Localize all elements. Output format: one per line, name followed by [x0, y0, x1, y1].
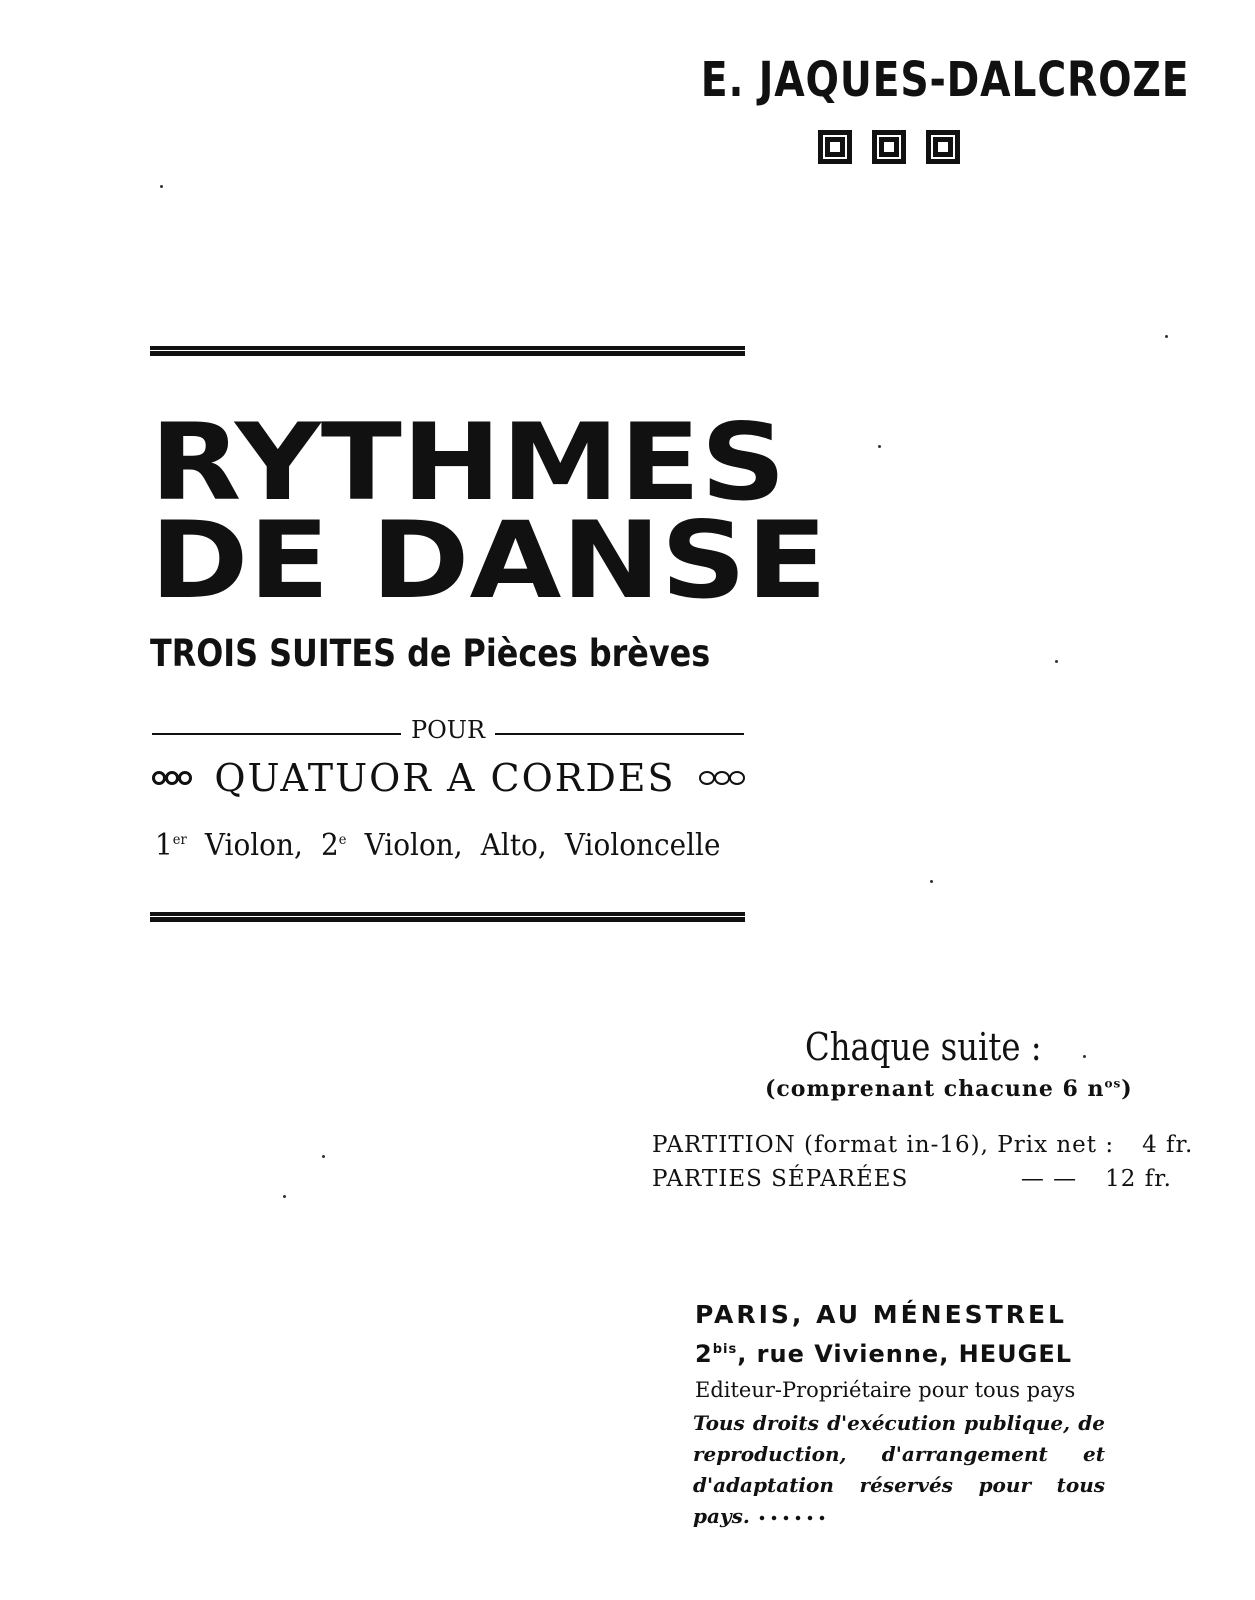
price-label: PARTITION (format in-16), Prix net : — [652, 1132, 1115, 1158]
title-line-1: RYTHMES — [150, 401, 786, 524]
tail-ornament-icon — [756, 1514, 826, 1522]
price-value: 12 fr. — [1105, 1166, 1172, 1192]
ornament-group — [818, 130, 960, 164]
address-rest: , rue Vivienne, HEUGEL — [737, 1340, 1073, 1368]
square-ornament-icon — [926, 130, 960, 164]
instrument-fourth: Violoncelle — [564, 828, 721, 863]
ensemble-row — [152, 756, 744, 800]
price-table — [652, 1132, 1194, 1200]
price-row — [652, 1166, 1172, 1192]
subtitle: TROIS SUITES de Pièces brèves — [150, 632, 711, 675]
instrument-first-num: 1 — [155, 828, 173, 863]
title-line-2: DE DANSE — [150, 499, 828, 622]
publisher-role: Editeur-Propriétaire pour tous pays — [695, 1378, 1076, 1402]
publisher-address — [695, 1340, 1115, 1368]
price-dash — [1114, 1132, 1142, 1158]
pour-label: POUR — [410, 716, 486, 744]
price-value: 4 fr. — [1142, 1132, 1194, 1158]
pricing-note-sup: os — [1104, 1076, 1122, 1091]
rights-text: Tous droits d'exécution publique, de reproduction, d'arrangement et d'adaptation réservés pour tous pays. — [693, 1411, 1105, 1528]
instrument-second: Violon, — [364, 828, 463, 863]
divider-line-left — [152, 733, 401, 735]
square-ornament-icon — [872, 130, 906, 164]
price-row — [652, 1132, 1194, 1158]
address-sup: bis — [712, 1342, 738, 1357]
pricing-note-text: (comprenant chacune 6 n — [765, 1076, 1105, 1102]
rings-ornament-icon — [699, 771, 744, 785]
instrument-second-sup: e — [338, 832, 347, 848]
instrument-third: Alto, — [480, 828, 547, 863]
price-label: PARTIES SÉPARÉES — [652, 1166, 909, 1192]
top-double-rule — [150, 346, 745, 356]
price-dash: — — — [1020, 1166, 1078, 1192]
pricing-note-close: ) — [1121, 1076, 1133, 1102]
composer-name: E. JAQUES-DALCROZE — [700, 52, 1190, 108]
address-number: 2 — [695, 1340, 713, 1368]
bottom-double-rule — [150, 912, 745, 922]
rings-ornament-icon — [152, 771, 191, 785]
instrument-first: Violon, — [204, 828, 303, 863]
rights-notice — [693, 1408, 1105, 1532]
pricing-heading: Chaque suite : — [805, 1025, 1042, 1069]
ensemble-label: QUATUOR A CORDES — [214, 756, 676, 800]
square-ornament-icon — [818, 130, 852, 164]
pour-divider — [152, 716, 744, 744]
instrument-second-num: 2 — [320, 828, 339, 863]
pricing-note — [765, 1076, 1133, 1102]
divider-line-right — [495, 733, 744, 735]
instrument-first-sup: er — [172, 832, 187, 848]
instrument-list — [155, 828, 721, 863]
publisher-city: PARIS, AU MÉNESTREL — [695, 1300, 1067, 1329]
